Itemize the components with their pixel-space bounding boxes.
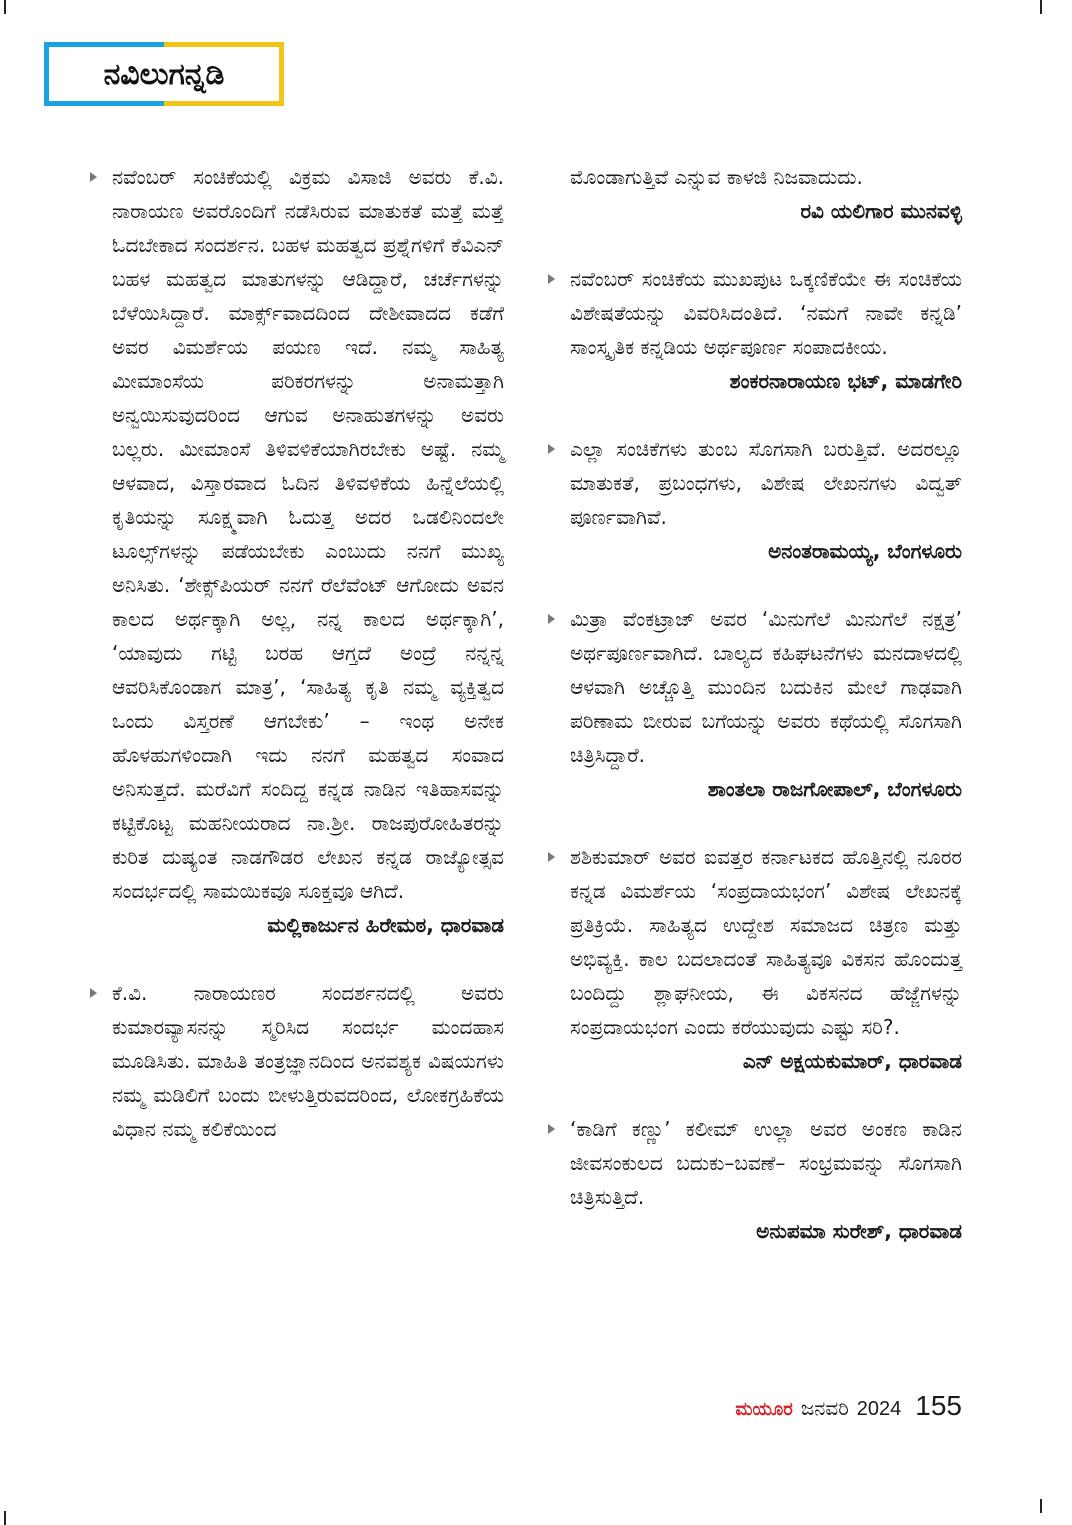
bullet-arrow-icon xyxy=(90,172,97,182)
letter-body: ‘ಕಾಡಿಗೆ ಕಣ್ಣು’ ಕಲೀಮ್ ಉಲ್ಲಾ ಅವರ ಅಂಕಣ ಕಾಡಿನ ಜೀವಸಂಕುಲದ ಬದುಕು–ಬವಣೆ– ಸಂಭ್ರಮವನ್ನು ಸೊಗಸಾಗಿ ಚಿತ್ರಿಸುತ್ತಿದೆ. xyxy=(570,1117,962,1209)
letter-body: ಮೊಂಡಾಗುತ್ತಿವೆ ಎನ್ನುವ ಕಾಳಜಿ ನಿಜವಾದುದು. xyxy=(570,165,863,189)
reader-letter xyxy=(548,840,962,1078)
bullet-arrow-icon xyxy=(548,614,555,624)
bullet-arrow-icon xyxy=(548,1124,555,1134)
letter-signature: ಶಾಂತಲಾ ರಾಜಗೋಪಾಲ್, ಬೆಂಗಳೂರು xyxy=(707,777,962,801)
letter-signature: ಅನುಪಮಾ ಸುರೇಶ್, ಧಾರವಾಡ xyxy=(756,1219,962,1243)
crop-mark xyxy=(4,1511,6,1525)
letter-signature: ರವಿ ಯಲಿಗಾರ ಮುನವಳ್ಳಿ xyxy=(800,199,962,223)
bullet-arrow-icon xyxy=(548,274,555,284)
reader-letter xyxy=(90,976,504,1146)
bullet-arrow-icon xyxy=(548,852,555,862)
letter-signature: ಶಂಕರನಾರಾಯಣ ಭಟ್, ಮಾಡಗೇರಿ xyxy=(729,369,962,393)
letter-body: ಶಶಿಕುಮಾರ್ ಅವರ ಐವತ್ತರ ಕರ್ನಾಟಕದ ಹೊತ್ತಿನಲ್ಲಿ ನೂರರ ಕನ್ನಡ ವಿಮರ್ಶೆಯ ‘ಸಂಪ್ರದಾಯಭಂಗ’ ವಿಶೇಷ ಲೇಖನಕ್ಕೆ ಪ್ರತಿಕ್ರಿಯೆ. ಸಾಹಿತ್ಯದ ಉದ್ದೇಶ ಸಮಾಜದ ಚಿತ್ರಣ ಮತ್ತು ಅಭಿವ್ಯಕ್ತಿ. ಕಾಲ ಬದಲಾದಂತೆ ಸಾಹಿತ್ಯವೂ ವಿಕಸನ ಹೊಂದುತ್ತ ಬಂದಿದ್ದು ಶ್ಲಾಘನೀಯ, ಈ ವಿಕಸನದ ಹೆಜ್ಜೆಗಳನ್ನು ಸಂಪ್ರದಾಯಭಂಗ ಎಂದು ಕರೆಯುವುದು ಎಷ್ಟು ಸರಿ?. xyxy=(570,845,962,1039)
letter-body: ಕೆ.ವಿ. ನಾರಾಯಣರ ಸಂದರ್ಶನದಲ್ಲಿ ಅವರು ಕುಮಾರವ್ಯಾಸನನ್ನು ಸ್ಮರಿಸಿದ ಸಂದರ್ಭ ಮಂದಹಾಸ ಮೂಡಿಸಿತು. ಮಾಹಿತಿ ತಂತ್ರಜ್ಞಾನದಿಂದ ಅನವಶ್ಯಕ ವಿಷಯಗಳು ನಮ್ಮ ಮಡಿಲಿಗೆ ಬಂದು ಬೀಳುತ್ತಿರುವದರಿಂದ, ಲೋಕಗ್ರಹಿಕೆಯ ವಿಧಾನ ನಮ್ಮ ಕಲಿಕೆಯಿಂದ xyxy=(112,981,504,1141)
reader-letter xyxy=(548,602,962,806)
letter-body: ಮಿತ್ರಾ ವೆಂಕಟ್ರಾಜ್ ಅವರ ‘ಮಿನುಗೆಲೆ ಮಿನುಗೆಲೆ ನಕ್ಷತ್ರ’ ಅರ್ಥಪೂರ್ಣವಾಗಿದೆ. ಬಾಲ್ಯದ ಕಹಿಘಟನೆಗಳು ಮನದಾಳದಲ್ಲಿ ಆಳವಾಗಿ ಅಚ್ಚೊತ್ತಿ ಮುಂದಿನ ಬದುಕಿನ ಮೇಲೆ ಗಾಢವಾಗಿ ಪರಿಣಾಮ ಬೀರುವ ಬಗೆಯನ್ನು ಅವರು ಕಥೆಯಲ್ಲಿ ಸೊಗಸಾಗಿ ಚಿತ್ರಿಸಿದ್ದಾರೆ. xyxy=(570,607,962,767)
crop-mark xyxy=(1040,1499,1042,1513)
right-column xyxy=(548,160,962,1282)
reader-letter xyxy=(548,1112,962,1248)
crop-mark xyxy=(1040,0,1042,14)
bullet-arrow-icon xyxy=(548,444,555,454)
letter-body: ನವೆಂಬರ್ ಸಂಚಿಕೆಯ ಮುಖಪುಟ ಒಕ್ಕಣಿಕೆಯೇ ಈ ಸಂಚಿಕೆಯ ವಿಶೇಷತೆಯನ್ನು ವಿವರಿಸಿದಂತಿದೆ. ‘ನಮಗೆ ನಾವೇ ಕನ್ನಡಿ’ ಸಾಂಸ್ಕೃತಿಕ ಕನ್ನಡಿಯ ಅರ್ಥಪೂರ್ಣ ಸಂಪಾದಕೀಯ. xyxy=(570,267,962,359)
letter-signature: ಅನಂತರಾಮಯ್ಯ, ಬೆಂಗಳೂರು xyxy=(768,539,962,563)
letter-signature: ಮಲ್ಲಿಕಾರ್ಜುನ ಹಿರೇಮಠ, ಧಾರವಾಡ xyxy=(267,913,504,937)
bullet-arrow-icon xyxy=(90,988,97,998)
reader-letter xyxy=(548,262,962,398)
issue-month: ಜನವರಿ xyxy=(800,1396,849,1420)
section-masthead xyxy=(44,42,284,106)
reader-letter xyxy=(548,432,962,568)
page-number: 155 xyxy=(915,1390,962,1421)
crop-mark xyxy=(4,0,6,14)
reader-letter xyxy=(90,160,504,942)
reader-letter-continued xyxy=(548,160,962,228)
letter-body: ನವೆಂಬರ್ ಸಂಚಿಕೆಯಲ್ಲಿ ವಿಕ್ರಮ ವಿಸಾಜಿ ಅವರು ಕೆ.ವಿ. ನಾರಾಯಣ ಅವರೊಂದಿಗೆ ನಡೆಸಿರುವ ಮಾತುಕತೆ ಮತ್ತೆ ಮತ್ತೆ ಓದಬೇಕಾದ ಸಂದರ್ಶನ. ಬಹಳ ಮಹತ್ವದ ಪ್ರಶ್ನೆಗಳಿಗೆ ಕೆವಿಎನ್ ಬಹಳ ಮಹತ್ವದ ಮಾತುಗಳನ್ನು ಆಡಿದ್ದಾರೆ, ಚರ್ಚೆಗಳನ್ನು ಬೆಳೆಯಿಸಿದ್ದಾರೆ. ಮಾರ್ಕ್ಸ್‌ವಾದದಿಂದ ದೇಶೀವಾದದ ಕಡೆಗೆ ಅವರ ವಿಮರ್ಶೆಯ ಪಯಣ ಇದೆ. ನಮ್ಮ ಸಾಹಿತ್ಯ ಮೀಮಾಂಸೆಯ ಪರಿಕರಗಳನ್ನು ಅನಾಮತ್ತಾಗಿ ಅನ್ವಯಿಸುವುದರಿಂದ ಆಗುವ ಅನಾಹುತಗಳನ್ನು ಅವರು ಬಲ್ಲರು. ಮೀಮಾಂಸೆ ತಿಳಿವಳಿಕೆಯಾಗಿರಬೇಕು ಅಷ್ಟೆ. ನಮ್ಮ ಆಳವಾದ, ವಿಸ್ತಾರವಾದ ಓದಿನ ತಿಳಿವಳಿಕೆಯ ಹಿನ್ನೆಲೆಯಲ್ಲಿ ಕೃತಿಯನ್ನು ಸೂಕ್ಷ್ಮವಾಗಿ ಓದುತ್ತ ಅದರ ಒಡಲಿನಿಂದಲೇ ಟೂಲ್ಸ್‌ಗಳನ್ನು ಪಡೆಯಬೇಕು ಎಂಬುದು ನನಗೆ ಮುಖ್ಯ ಅನಿಸಿತು. ‘ಶೇಕ್ಸ್‌ಪಿಯರ್ ನನಗೆ ರೆಲೆವೆಂಟ್ ಆಗೋದು ಅವನ ಕಾಲದ ಅರ್ಥಕ್ಕಾಗಿ ಅಲ್ಲ, ನನ್ನ ಕಾಲದ ಅರ್ಥಕ್ಕಾಗಿ’, ‘ಯಾವುದು ಗಟ್ಟಿ ಬರಹ ಆಗ್ತದೆ ಅಂದ್ರೆ ನನ್ನನ್ನ ಆವರಿಸಿಕೊಂಡಾಗ ಮಾತ್ರ’, ‘ಸಾಹಿತ್ಯ ಕೃತಿ ನಮ್ಮ ವ್ಯಕ್ತಿತ್ವದ ಒಂದು ವಿಸ್ತರಣೆ ಆಗಬೇಕು’ – ಇಂಥ ಅನೇಕ ಹೊಳಹುಗಳಿಂದಾಗಿ ಇದು ನನಗೆ ಮಹತ್ವದ ಸಂವಾದ ಅನಿಸುತ್ತದೆ. ಮರೆವಿಗೆ ಸಂದಿದ್ದ ಕನ್ನಡ ನಾಡಿನ ಇತಿಹಾಸವನ್ನು ಕಟ್ಟಿಕೊಟ್ಟ ಮಹನೀಯರಾದ ನಾ.ಶ್ರೀ. ರಾಜಪುರೋಹಿತರನ್ನು ಕುರಿತ ದುಷ್ಯಂತ ನಾಡಗೌಡರ ಲೇಖನ ಕನ್ನಡ ರಾಜ್ಯೋತ್ಸವ ಸಂದರ್ಭದಲ್ಲಿ ಸಾಮಯಿಕವೂ ಸೂಕ್ತವೂ ಆಗಿದೆ. xyxy=(112,165,504,903)
left-column xyxy=(90,160,504,1180)
issue-year: 2024 xyxy=(856,1398,902,1420)
magazine-brand: ಮಯೂರ xyxy=(735,1399,793,1420)
letter-signature: ಎನ್ ಅಕ್ಷಯಕುಮಾರ್, ಧಾರವಾಡ xyxy=(742,1049,962,1073)
section-title: ನವಿಲುಗನ್ನಡಿ xyxy=(103,56,225,92)
letter-body: ಎಲ್ಲಾ ಸಂಚಿಕೆಗಳು ತುಂಬ ಸೊಗಸಾಗಿ ಬರುತ್ತಿವೆ. ಅದರಲ್ಲೂ ಮಾತುಕತೆ, ಪ್ರಬಂಧಗಳು, ವಿಶೇಷ ಲೇಖನಗಳು ವಿದ್ವತ್ ಪೂರ್ಣವಾಗಿವೆ. xyxy=(570,437,962,529)
page-footer xyxy=(735,1390,962,1422)
